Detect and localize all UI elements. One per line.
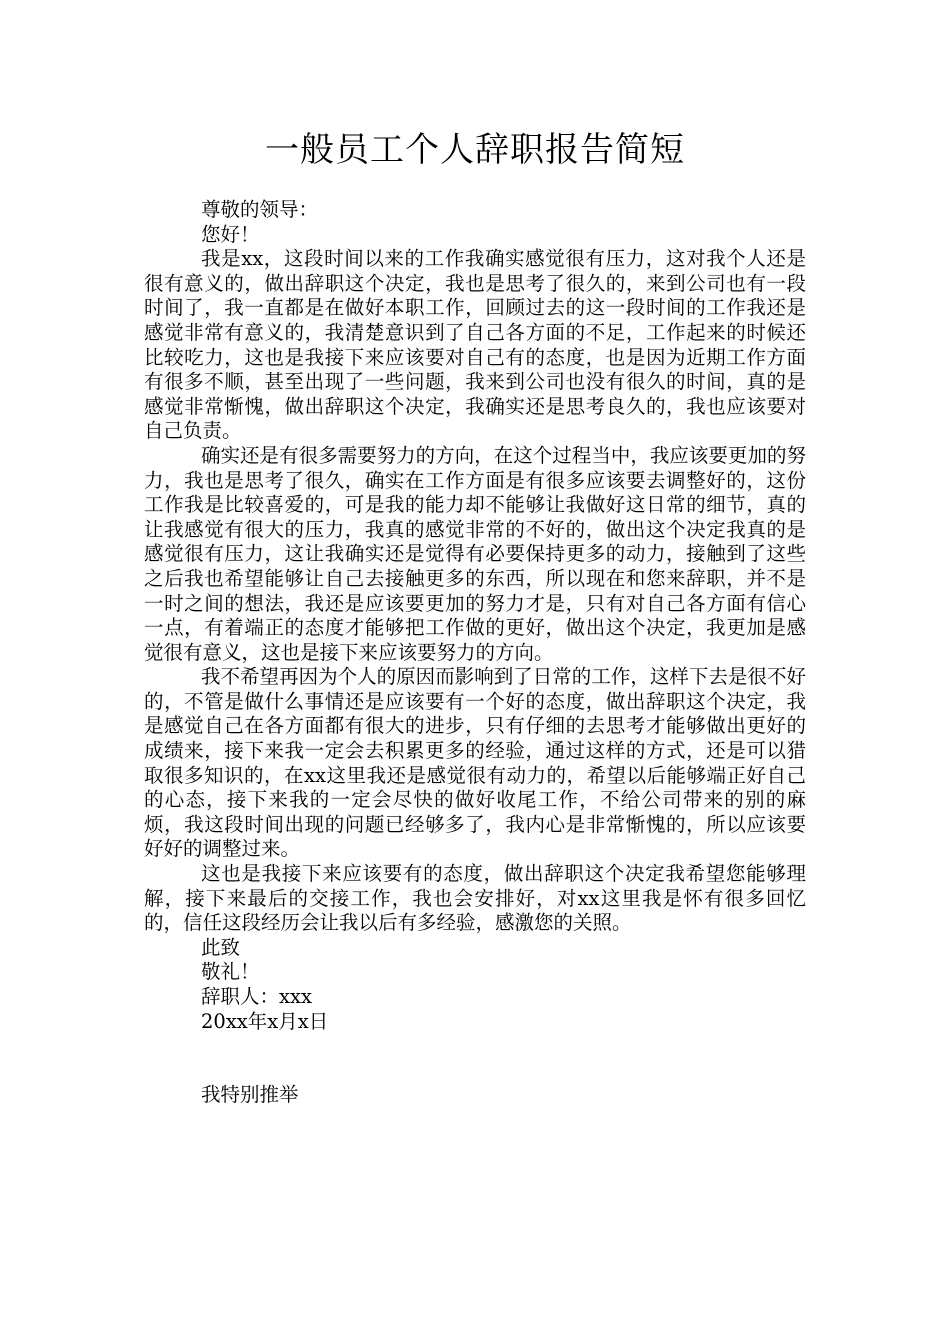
paragraph-4: 这也是我接下来应该要有的态度，做出辞职这个决定我希望您能够理解，接下来最后的交接工作，我也会安排好，对xx这里我是怀有很多回忆的，信任这段经历会让我以后有多经验，感激您的关照。 [144, 862, 806, 935]
document-title: 一般员工个人辞职报告简短 [265, 130, 685, 170]
document-body [144, 198, 806, 1108]
greeting: 您好！ [201, 222, 260, 246]
spacer [144, 1034, 806, 1083]
closing-line-2: 敬礼！ [201, 960, 260, 984]
salutation: 尊敬的领导： [201, 198, 319, 221]
paragraph-3: 我不希望再因为个人的原因而影响到了日常的工作，这样下去是很不好的，不管是做什么事情还是应该要有一个好的态度，做出辞职这个决定，我是感觉自己在各方面都有很大的进步，只有仔细的去思考才能够做出更好的成绩来，接下来我一定会去积累更多的经验，通过这样的方式，还是可以猎取很多知识的，在xx这里我还是感觉很有动力的，希望以后能够端正好自己的心态，接下来我的一定会尽快的做好收尾工作，不给公司带来的别的麻烦，我这段时间出现的问题已经够多了，我内心是非常惭愧的，所以应该要好好的调整过来。 [144, 665, 806, 861]
closing-line-1: 此致 [201, 935, 241, 959]
footer-fragment: 我特别推举 [201, 1083, 299, 1107]
paragraph-1: 我是xx，这段时间以来的工作我确实感觉很有压力，这对我个人还是很有意义的，做出辞职这个决定，我也是思考了很久的，来到公司也有一段时间了，我一直都是在做好本职工作，回顾过去的这一段时间的工作我还是感觉非常有意义的，我清楚意识到了自己各方面的不足，工作起来的时候还比较吃力，这也是我接下来应该要对自己有的态度，也是因为近期工作方面有很多不顺，甚至出现了一些问题，我来到公司也没有很久的时间，真的是感觉非常惭愧，做出辞职这个决定，我确实还是思考良久的，我也应该要对自己负责。 [144, 247, 806, 443]
signature: 辞职人：xxx [201, 985, 312, 1008]
paragraph-2: 确实还是有很多需要努力的方向，在这个过程当中，我应该要更加的努力，我也是思考了很久，确实在工作方面是有很多应该要去调整好的，这份工作我是比较喜爱的，可是我的能力却不能够让我做好这日常的细节，真的让我感觉有很大的压力，我真的感觉非常的不好的，做出这个决定我真的是感觉很有压力，这让我确实还是觉得有必要保持更多的动力，接触到了这些之后我也希望能够让自己去接触更多的东西，所以现在和您来辞职，并不是一时之间的想法，我还是应该要更加的努力才是，只有对自己各方面有信心一点，有着端正的态度才能够把工作做的更好，做出这个决定，我更加是感觉很有意义，这也是接下来应该要努力的方向。 [144, 443, 806, 664]
date: 20xx年x月x日 [201, 1009, 329, 1033]
